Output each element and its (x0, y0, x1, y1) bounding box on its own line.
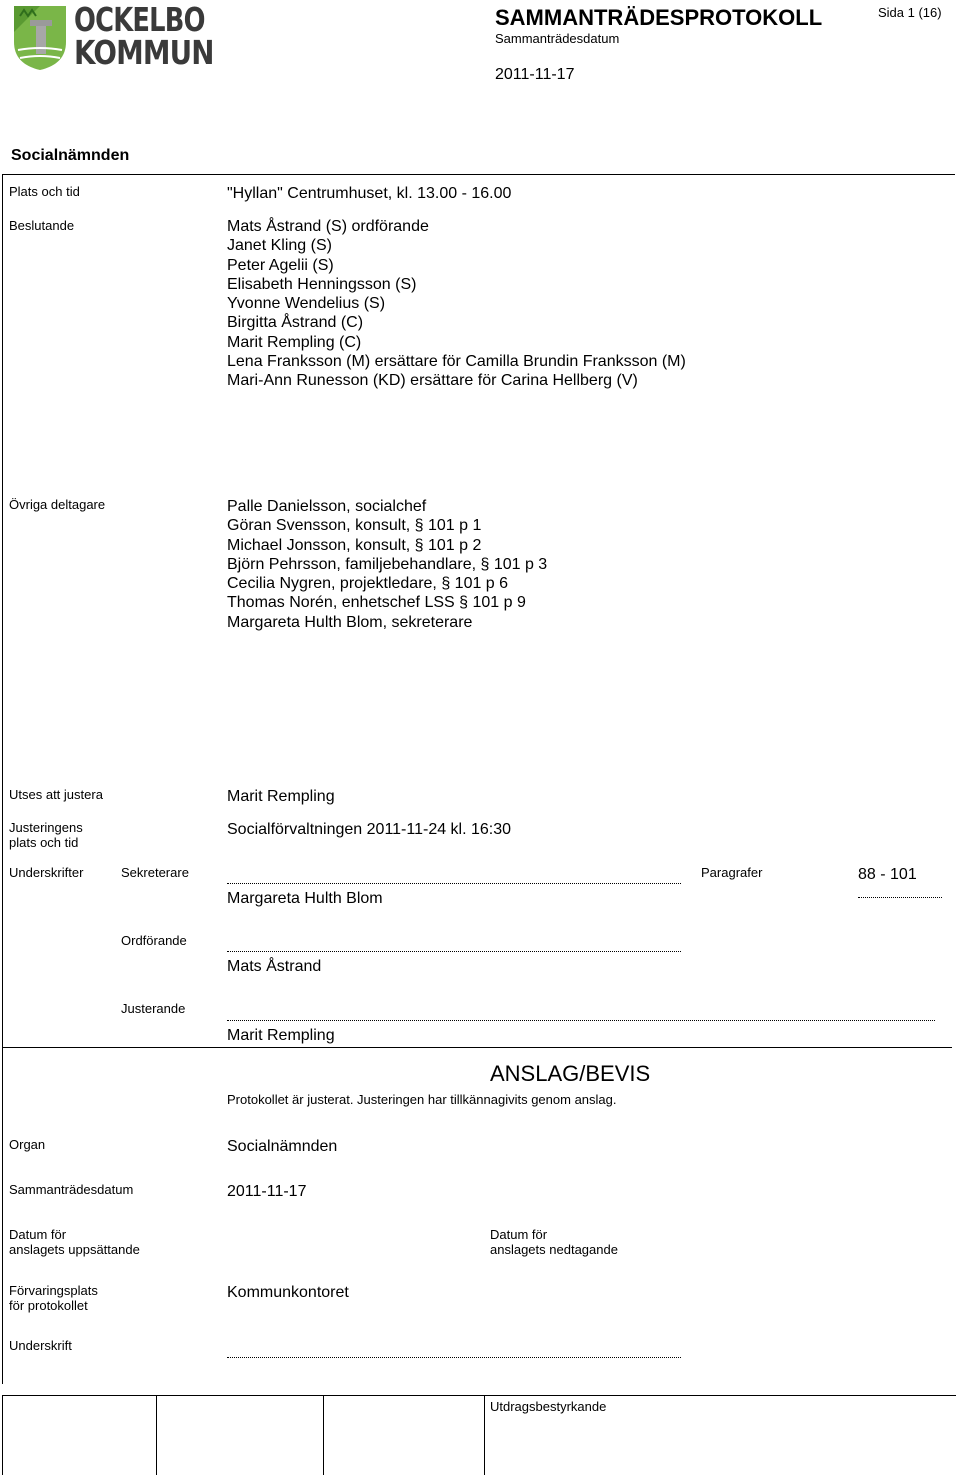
box-divider-1 (156, 1396, 157, 1475)
paragraphs-label: Paragrafer (701, 865, 763, 880)
posted-date-label-2: anslagets uppsättande (9, 1242, 140, 1257)
document-title: SAMMANTRÄDESPROTOKOLL (495, 5, 823, 30)
notice-date-label: Sammanträdesdatum (9, 1182, 134, 1197)
other-participants-label: Övriga deltagare (9, 497, 106, 512)
organ-label: Organ (9, 1137, 46, 1152)
header-date-label: Sammanträdesdatum (495, 31, 620, 46)
signatures-label: Underskrifter (9, 865, 84, 880)
paragraphs-value: 88 - 101 (858, 866, 917, 883)
notice-divider (2, 1047, 952, 1048)
decision-maker: Mari-Ann Runesson (KD) ersättare för Carina Hellberg (V) (227, 372, 638, 390)
organ-value: Socialnämnden (227, 1138, 338, 1155)
participant: Michael Jonsson, konsult, § 101 p 2 (227, 536, 482, 554)
logo-name-line-1: OCKELBO (74, 0, 205, 39)
adjusting-name: Marit Rempling (227, 1027, 335, 1044)
logo-name-line-2: KOMMUN (74, 33, 214, 72)
frame-top-line (2, 174, 955, 175)
frame-left-line (2, 174, 3, 1384)
chair-name: Mats Åstrand (227, 958, 322, 975)
decision-maker: Peter Agelii (S) (227, 256, 334, 274)
participant: Thomas Norén, enhetschef LSS § 101 p 9 (227, 594, 526, 612)
notice-date-value: 2011-11-17 (227, 1183, 307, 1200)
place-label: Plats och tid (9, 184, 80, 199)
coat-of-arms-icon (10, 2, 70, 72)
adjuster-value: Marit Rempling (227, 788, 335, 805)
signature-label: Underskrift (9, 1338, 72, 1353)
secretary-name: Margareta Hulth Blom (227, 890, 383, 907)
adjust-place-label-2: plats och tid (9, 835, 79, 850)
chair-signature-line[interactable] (227, 951, 681, 952)
header-date: 2011-11-17 (495, 66, 575, 83)
other-participants-list (227, 497, 547, 632)
adjuster-label: Utses att justera (9, 787, 103, 802)
decision-makers-label: Beslutande (9, 218, 75, 233)
adjusting-signature-line[interactable] (227, 1020, 935, 1021)
participant: Palle Danielsson, socialchef (227, 498, 427, 515)
certifier-label: Utdragsbestyrkande (490, 1399, 607, 1414)
posted-date-label-1: Datum för (9, 1227, 67, 1242)
place-value: "Hyllan" Centrumhuset, kl. 13.00 - 16.00 (227, 185, 512, 202)
decision-maker: Marit Rempling (C) (227, 333, 362, 351)
removed-date-label-2: anslagets nedtagande (490, 1242, 618, 1257)
adjust-place-label-1: Justeringens (9, 820, 83, 835)
adjust-place-value: Socialförvaltningen 2011-11-24 kl. 16:30 (227, 821, 512, 838)
secretary-signature-line[interactable] (227, 883, 681, 884)
decision-maker: Yvonne Wendelius (S) (227, 295, 386, 313)
committee-name: Socialnämnden (11, 147, 130, 164)
adjusting-label: Justerande (121, 1001, 186, 1016)
page-number: Sida 1 (16) (878, 5, 942, 20)
participant: Göran Svensson, konsult, § 101 p 1 (227, 517, 482, 535)
notice-text: Protokollet är justerat. Justeringen har tillkännagivits genom anslag. (227, 1092, 617, 1107)
storage-value: Kommunkontoret (227, 1284, 349, 1301)
removed-date-label-1: Datum för (490, 1227, 548, 1242)
decision-maker: Mats Åstrand (S) ordförande (227, 218, 429, 235)
paragraphs-line (858, 897, 942, 898)
participant: Margareta Hulth Blom, sekreterare (227, 613, 473, 631)
decision-maker: Janet Kling (S) (227, 237, 332, 255)
decision-maker: Elisabeth Henningsson (S) (227, 275, 417, 293)
participant: Cecilia Nygren, projektledare, § 101 p 6 (227, 575, 509, 593)
decision-makers-list (227, 217, 686, 391)
notice-title: ANSLAG/BEVIS (490, 1061, 651, 1086)
box-divider-2 (323, 1396, 324, 1475)
secretary-label: Sekreterare (121, 865, 189, 880)
decision-maker: Birgitta Åstrand (C) (227, 314, 364, 332)
notice-signature-line[interactable] (227, 1357, 681, 1358)
chair-label: Ordförande (121, 933, 187, 948)
storage-label-1: Förvaringsplats (9, 1283, 98, 1298)
footer-signature-boxes (2, 1395, 956, 1475)
storage-label-2: för protokollet (9, 1298, 88, 1313)
decision-maker: Lena Franksson (M) ersättare för Camilla Brundin Franksson (M) (227, 353, 686, 371)
box-divider-3 (484, 1396, 485, 1475)
participant: Björn Pehrsson, familjebehandlare, § 101 p 3 (227, 555, 548, 573)
municipality-logo (10, 0, 214, 72)
